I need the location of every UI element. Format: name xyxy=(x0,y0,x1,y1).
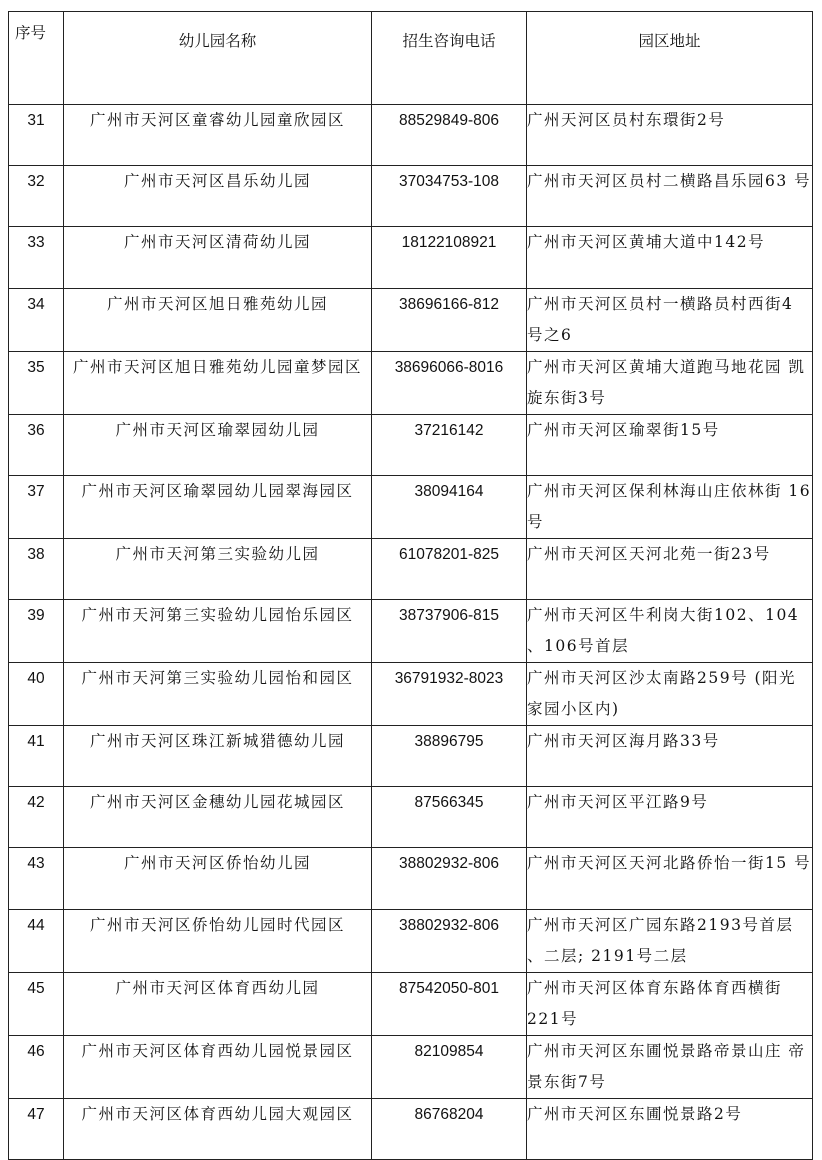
row-index: 41 xyxy=(9,725,64,786)
row-address: 广州市天河区黄埔大道中142号 xyxy=(527,227,813,288)
row-phone: 61078201-825 xyxy=(372,538,527,599)
table-header xyxy=(9,12,813,105)
row-address: 广州市天河区瑜翠街15号 xyxy=(527,414,813,475)
table-row xyxy=(9,414,813,475)
row-name: 广州市天河区旭日雅苑幼儿园童梦园区 xyxy=(64,351,372,414)
row-address: 广州市天河区员村一横路员村西街4 号之6 xyxy=(527,288,813,351)
row-phone: 88529849-806 xyxy=(372,105,527,166)
row-name: 广州市天河第三实验幼儿园怡乐园区 xyxy=(64,599,372,662)
row-address: 广州市天河区天河北苑一街23号 xyxy=(527,538,813,599)
row-index: 31 xyxy=(9,105,64,166)
row-index: 43 xyxy=(9,848,64,909)
row-index: 40 xyxy=(9,662,64,725)
row-address: 广州市天河区牛利岗大街102、104 、106号首层 xyxy=(527,599,813,662)
row-phone: 86768204 xyxy=(372,1098,527,1159)
row-name: 广州市天河区瑜翠园幼儿园 xyxy=(64,414,372,475)
row-address: 广州市天河区体育东路体育西横街 221号 xyxy=(527,972,813,1035)
row-phone: 18122108921 xyxy=(372,227,527,288)
table-row xyxy=(9,909,813,972)
row-name: 广州市天河区童睿幼儿园童欣园区 xyxy=(64,105,372,166)
row-name: 广州市天河区体育西幼儿园悦景园区 xyxy=(64,1035,372,1098)
row-index: 33 xyxy=(9,227,64,288)
table-row xyxy=(9,288,813,351)
row-name: 广州市天河区珠江新城猎德幼儿园 xyxy=(64,725,372,786)
row-address: 广州市天河区海月路33号 xyxy=(527,725,813,786)
row-address: 广州市天河区平江路9号 xyxy=(527,787,813,848)
row-address: 广州市天河区保利林海山庄依林街 16号 xyxy=(527,475,813,538)
table-row xyxy=(9,848,813,909)
row-index: 42 xyxy=(9,787,64,848)
row-phone: 38737906-815 xyxy=(372,599,527,662)
row-name: 广州市天河第三实验幼儿园怡和园区 xyxy=(64,662,372,725)
row-name: 广州市天河区体育西幼儿园 xyxy=(64,972,372,1035)
row-name: 广州市天河区清荷幼儿园 xyxy=(64,227,372,288)
table-row xyxy=(9,599,813,662)
header-phone: 招生咨询电话 xyxy=(372,12,527,105)
row-index: 34 xyxy=(9,288,64,351)
row-name: 广州市天河区金穗幼儿园花城园区 xyxy=(64,787,372,848)
row-phone: 37216142 xyxy=(372,414,527,475)
row-phone: 82109854 xyxy=(372,1035,527,1098)
table-row xyxy=(9,725,813,786)
row-index: 44 xyxy=(9,909,64,972)
row-index: 32 xyxy=(9,166,64,227)
header-address: 园区地址 xyxy=(527,12,813,105)
table-row xyxy=(9,1098,813,1159)
row-address: 广州市天河区东圃悦景路帝景山庄 帝景东街7号 xyxy=(527,1035,813,1098)
table-row xyxy=(9,787,813,848)
table-row xyxy=(9,351,813,414)
header-index: 序号 xyxy=(9,12,64,105)
table-row xyxy=(9,662,813,725)
row-name: 广州市天河区体育西幼儿园大观园区 xyxy=(64,1098,372,1159)
row-address: 广州市天河区员村二横路昌乐园63 号 xyxy=(527,166,813,227)
row-index: 46 xyxy=(9,1035,64,1098)
row-index: 45 xyxy=(9,972,64,1035)
row-address: 广州市天河区东圃悦景路2号 xyxy=(527,1098,813,1159)
row-index: 39 xyxy=(9,599,64,662)
row-phone: 36791932-8023 xyxy=(372,662,527,725)
row-name: 广州市天河区旭日雅苑幼儿园 xyxy=(64,288,372,351)
table-row xyxy=(9,1035,813,1098)
table-row xyxy=(9,972,813,1035)
row-address: 广州市天河区天河北路侨怡一街15 号 xyxy=(527,848,813,909)
table-row xyxy=(9,538,813,599)
row-name: 广州市天河区瑜翠园幼儿园翠海园区 xyxy=(64,475,372,538)
row-phone: 38802932-806 xyxy=(372,909,527,972)
table-row xyxy=(9,227,813,288)
header-name: 幼儿园名称 xyxy=(64,12,372,105)
kindergarten-table xyxy=(8,11,813,1160)
header-row xyxy=(9,12,813,105)
row-phone: 87542050-801 xyxy=(372,972,527,1035)
row-phone: 87566345 xyxy=(372,787,527,848)
row-name: 广州市天河区侨怡幼儿园时代园区 xyxy=(64,909,372,972)
row-address: 广州市天河区黄埔大道跑马地花园 凯旋东街3号 xyxy=(527,351,813,414)
row-index: 47 xyxy=(9,1098,64,1159)
row-index: 37 xyxy=(9,475,64,538)
row-phone: 37034753-108 xyxy=(372,166,527,227)
table-row xyxy=(9,475,813,538)
row-name: 广州市天河第三实验幼儿园 xyxy=(64,538,372,599)
row-index: 36 xyxy=(9,414,64,475)
row-phone: 38896795 xyxy=(372,725,527,786)
row-phone: 38094164 xyxy=(372,475,527,538)
row-name: 广州市天河区侨怡幼儿园 xyxy=(64,848,372,909)
table-body xyxy=(9,105,813,1160)
row-index: 35 xyxy=(9,351,64,414)
row-phone: 38696066-8016 xyxy=(372,351,527,414)
row-phone: 38696166-812 xyxy=(372,288,527,351)
row-name: 广州市天河区昌乐幼儿园 xyxy=(64,166,372,227)
row-index: 38 xyxy=(9,538,64,599)
row-address: 广州天河区员村东環街2号 xyxy=(527,105,813,166)
row-address: 广州市天河区沙太南路259号 (阳光 家园小区内) xyxy=(527,662,813,725)
table-row xyxy=(9,105,813,166)
table-row xyxy=(9,166,813,227)
row-phone: 38802932-806 xyxy=(372,848,527,909)
row-address: 广州市天河区广园东路2193号首层 、二层; 2191号二层 xyxy=(527,909,813,972)
